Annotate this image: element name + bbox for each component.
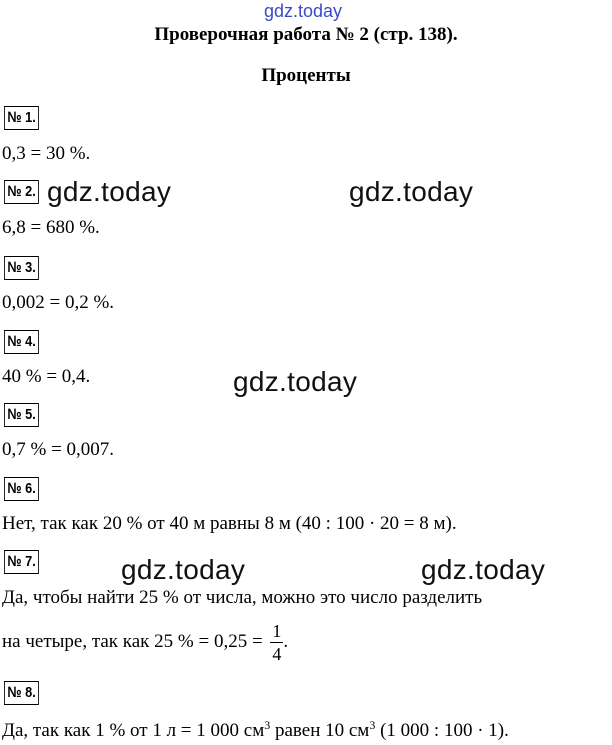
superscript-cube-1: 3 [264,718,271,732]
watermark: gdz.today [349,176,474,207]
task-number-4: № 4. [4,330,39,354]
task-answer-8-part1: Да, так как 1 % от 1 л = 1 000 см [2,720,265,741]
task-answer-2: 6,8 = 680 %. [2,217,100,238]
task-answer-7-line2-end: . [283,630,289,652]
fraction-denominator: 4 [272,644,282,664]
task-answer-8 [2,718,509,742]
task-answer-7-line1: Да, чтобы найти 25 % от числа, можно это число разделить [2,587,483,608]
task-number-2: № 2. [4,180,39,204]
task-number-3: № 3. [4,256,39,280]
task-answer-3: 0,002 = 0,2 %. [2,292,115,313]
task-number-6: № 6. [4,477,39,501]
fraction-one-quarter [270,622,283,663]
task-number-7: № 7. [4,550,39,574]
task-number-5: № 5. [4,403,39,427]
page-subtitle: Проценты [261,65,351,86]
watermark: gdz.today [233,366,358,397]
task-answer-4: 40 % = 0,4. [2,366,91,387]
superscript-cube-2: 3 [369,718,376,732]
watermark: gdz.today [421,554,546,585]
task-answer-7-line2 [2,622,288,663]
task-answer-6: Нет, так как 20 % от 40 м равны 8 м (40 : 100 · 20 = 8 м). [2,513,457,534]
watermark: gdz.today [121,554,246,585]
page-title: Проверочная работа № 2 (стр. 138). [154,24,458,45]
task-answer-5: 0,7 % = 0,007. [2,439,115,460]
task-number-8: № 8. [4,681,39,705]
watermark-top: gdz.today [264,1,343,21]
task-answer-1: 0,3 = 30 %. [2,143,91,164]
task-answer-8-part3: (1 000 : 100 · 1). [375,720,509,741]
task-answer-7-line2-text: на четыре, так как 25 % = 0,25 = [2,630,268,652]
task-answer-8-part2: равен 10 см [270,720,370,741]
watermark: gdz.today [47,176,172,207]
task-number-1: № 1. [4,106,39,130]
fraction-numerator: 1 [272,621,282,641]
